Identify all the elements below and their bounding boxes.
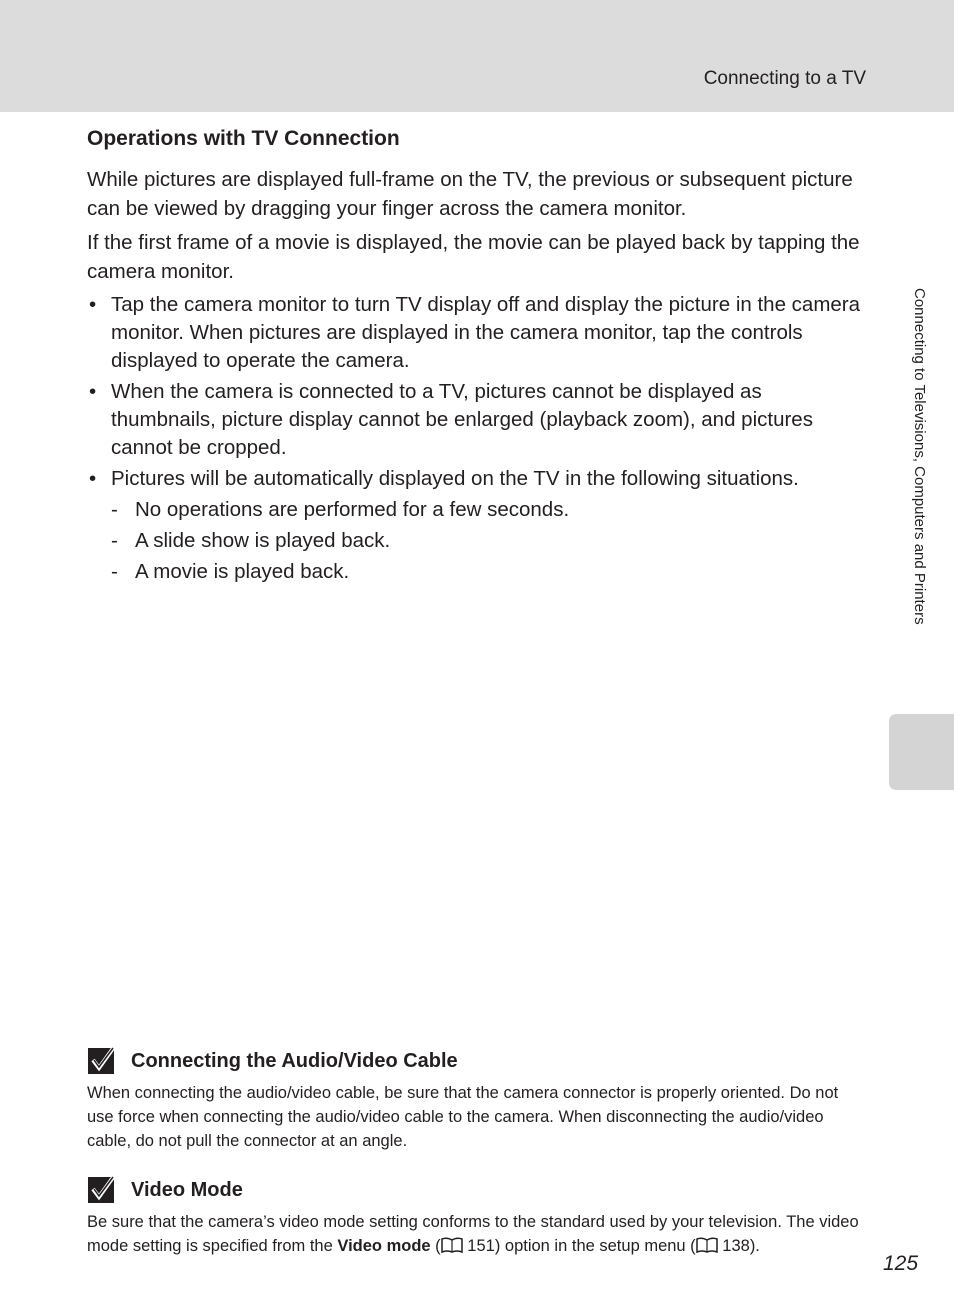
sub-item-text: A movie is played back. bbox=[135, 560, 350, 583]
sub-list bbox=[111, 496, 867, 586]
bullet-item bbox=[87, 378, 867, 462]
page-header-title: Connecting to a TV bbox=[703, 68, 866, 89]
note-text: Be sure that the camera’s video mode setting conforms to the standard used by your television. The video mode setting is specified from the bbox=[87, 1213, 859, 1255]
note-header bbox=[87, 1046, 867, 1076]
bullet-item bbox=[87, 291, 867, 375]
sub-item bbox=[111, 496, 867, 524]
note-body: When connecting the audio/video cable, be sure that the camera connector is properly oriented. Do not use force when connecting the audio/video cable to the camera. When disconnecting the audio/video cable, do not pull the connector at an angle. bbox=[87, 1084, 839, 1150]
page-number: 125 bbox=[883, 1252, 919, 1275]
sub-item-text: A slide show is played back. bbox=[135, 529, 391, 552]
menu-item-reference: Video mode bbox=[337, 1237, 431, 1255]
bullet-icon: • bbox=[89, 293, 97, 316]
note-header bbox=[87, 1175, 867, 1205]
bullet-text: When the camera is connected to a TV, pictures cannot be displayed as thumbnails, picture display cannot be enlarged (playback zoom), and pictures cannot be cropped. bbox=[111, 380, 813, 459]
note-body bbox=[87, 1210, 867, 1258]
checkmark-icon bbox=[87, 1046, 117, 1076]
paragraph: If the first frame of a movie is displayed, the movie can be played back by tapping the camera monitor. bbox=[87, 231, 860, 283]
dash-icon: - bbox=[111, 498, 118, 521]
bullet-text: Tap the camera monitor to turn TV display off and display the picture in the camera monitor. When pictures are displayed in the camera monitor, tap the controls displayed to operate the camera. bbox=[111, 293, 861, 372]
paragraph: While pictures are displayed full-frame on the TV, the previous or subsequent picture can be viewed by dragging your finger across the camera monitor. bbox=[87, 168, 853, 220]
sub-item bbox=[111, 558, 867, 586]
bullet-icon: • bbox=[89, 467, 97, 490]
page-reference[interactable]: 151 bbox=[467, 1237, 495, 1255]
book-icon bbox=[441, 1237, 463, 1253]
dash-icon: - bbox=[111, 529, 118, 552]
bullet-icon: • bbox=[89, 380, 97, 403]
note-text: ( bbox=[430, 1237, 441, 1255]
book-icon bbox=[696, 1237, 718, 1253]
sub-item bbox=[111, 527, 867, 555]
header-band bbox=[0, 0, 954, 112]
note-title: Video Mode bbox=[131, 1178, 243, 1201]
section-heading: Operations with TV Connection bbox=[87, 127, 400, 150]
bullet-list bbox=[87, 291, 867, 586]
note-audio-video-cable bbox=[87, 1046, 867, 1153]
sub-item-text: No operations are performed for a few seconds. bbox=[135, 498, 570, 521]
bullet-item bbox=[87, 465, 867, 586]
note-text: ). bbox=[749, 1237, 760, 1255]
chapter-tab[interactable] bbox=[889, 714, 954, 790]
main-content bbox=[87, 125, 867, 589]
checkmark-icon bbox=[87, 1175, 117, 1205]
page-reference[interactable]: 138 bbox=[722, 1237, 750, 1255]
bullet-text: Pictures will be automatically displayed on the TV in the following situations. bbox=[111, 467, 799, 490]
note-video-mode bbox=[87, 1175, 867, 1258]
note-text: ) option in the setup menu ( bbox=[494, 1237, 696, 1255]
dash-icon: - bbox=[111, 560, 118, 583]
chapter-tab-label: Connecting to Televisions, Computers and Printers bbox=[911, 288, 928, 625]
note-title: Connecting the Audio/Video Cable bbox=[131, 1049, 458, 1072]
